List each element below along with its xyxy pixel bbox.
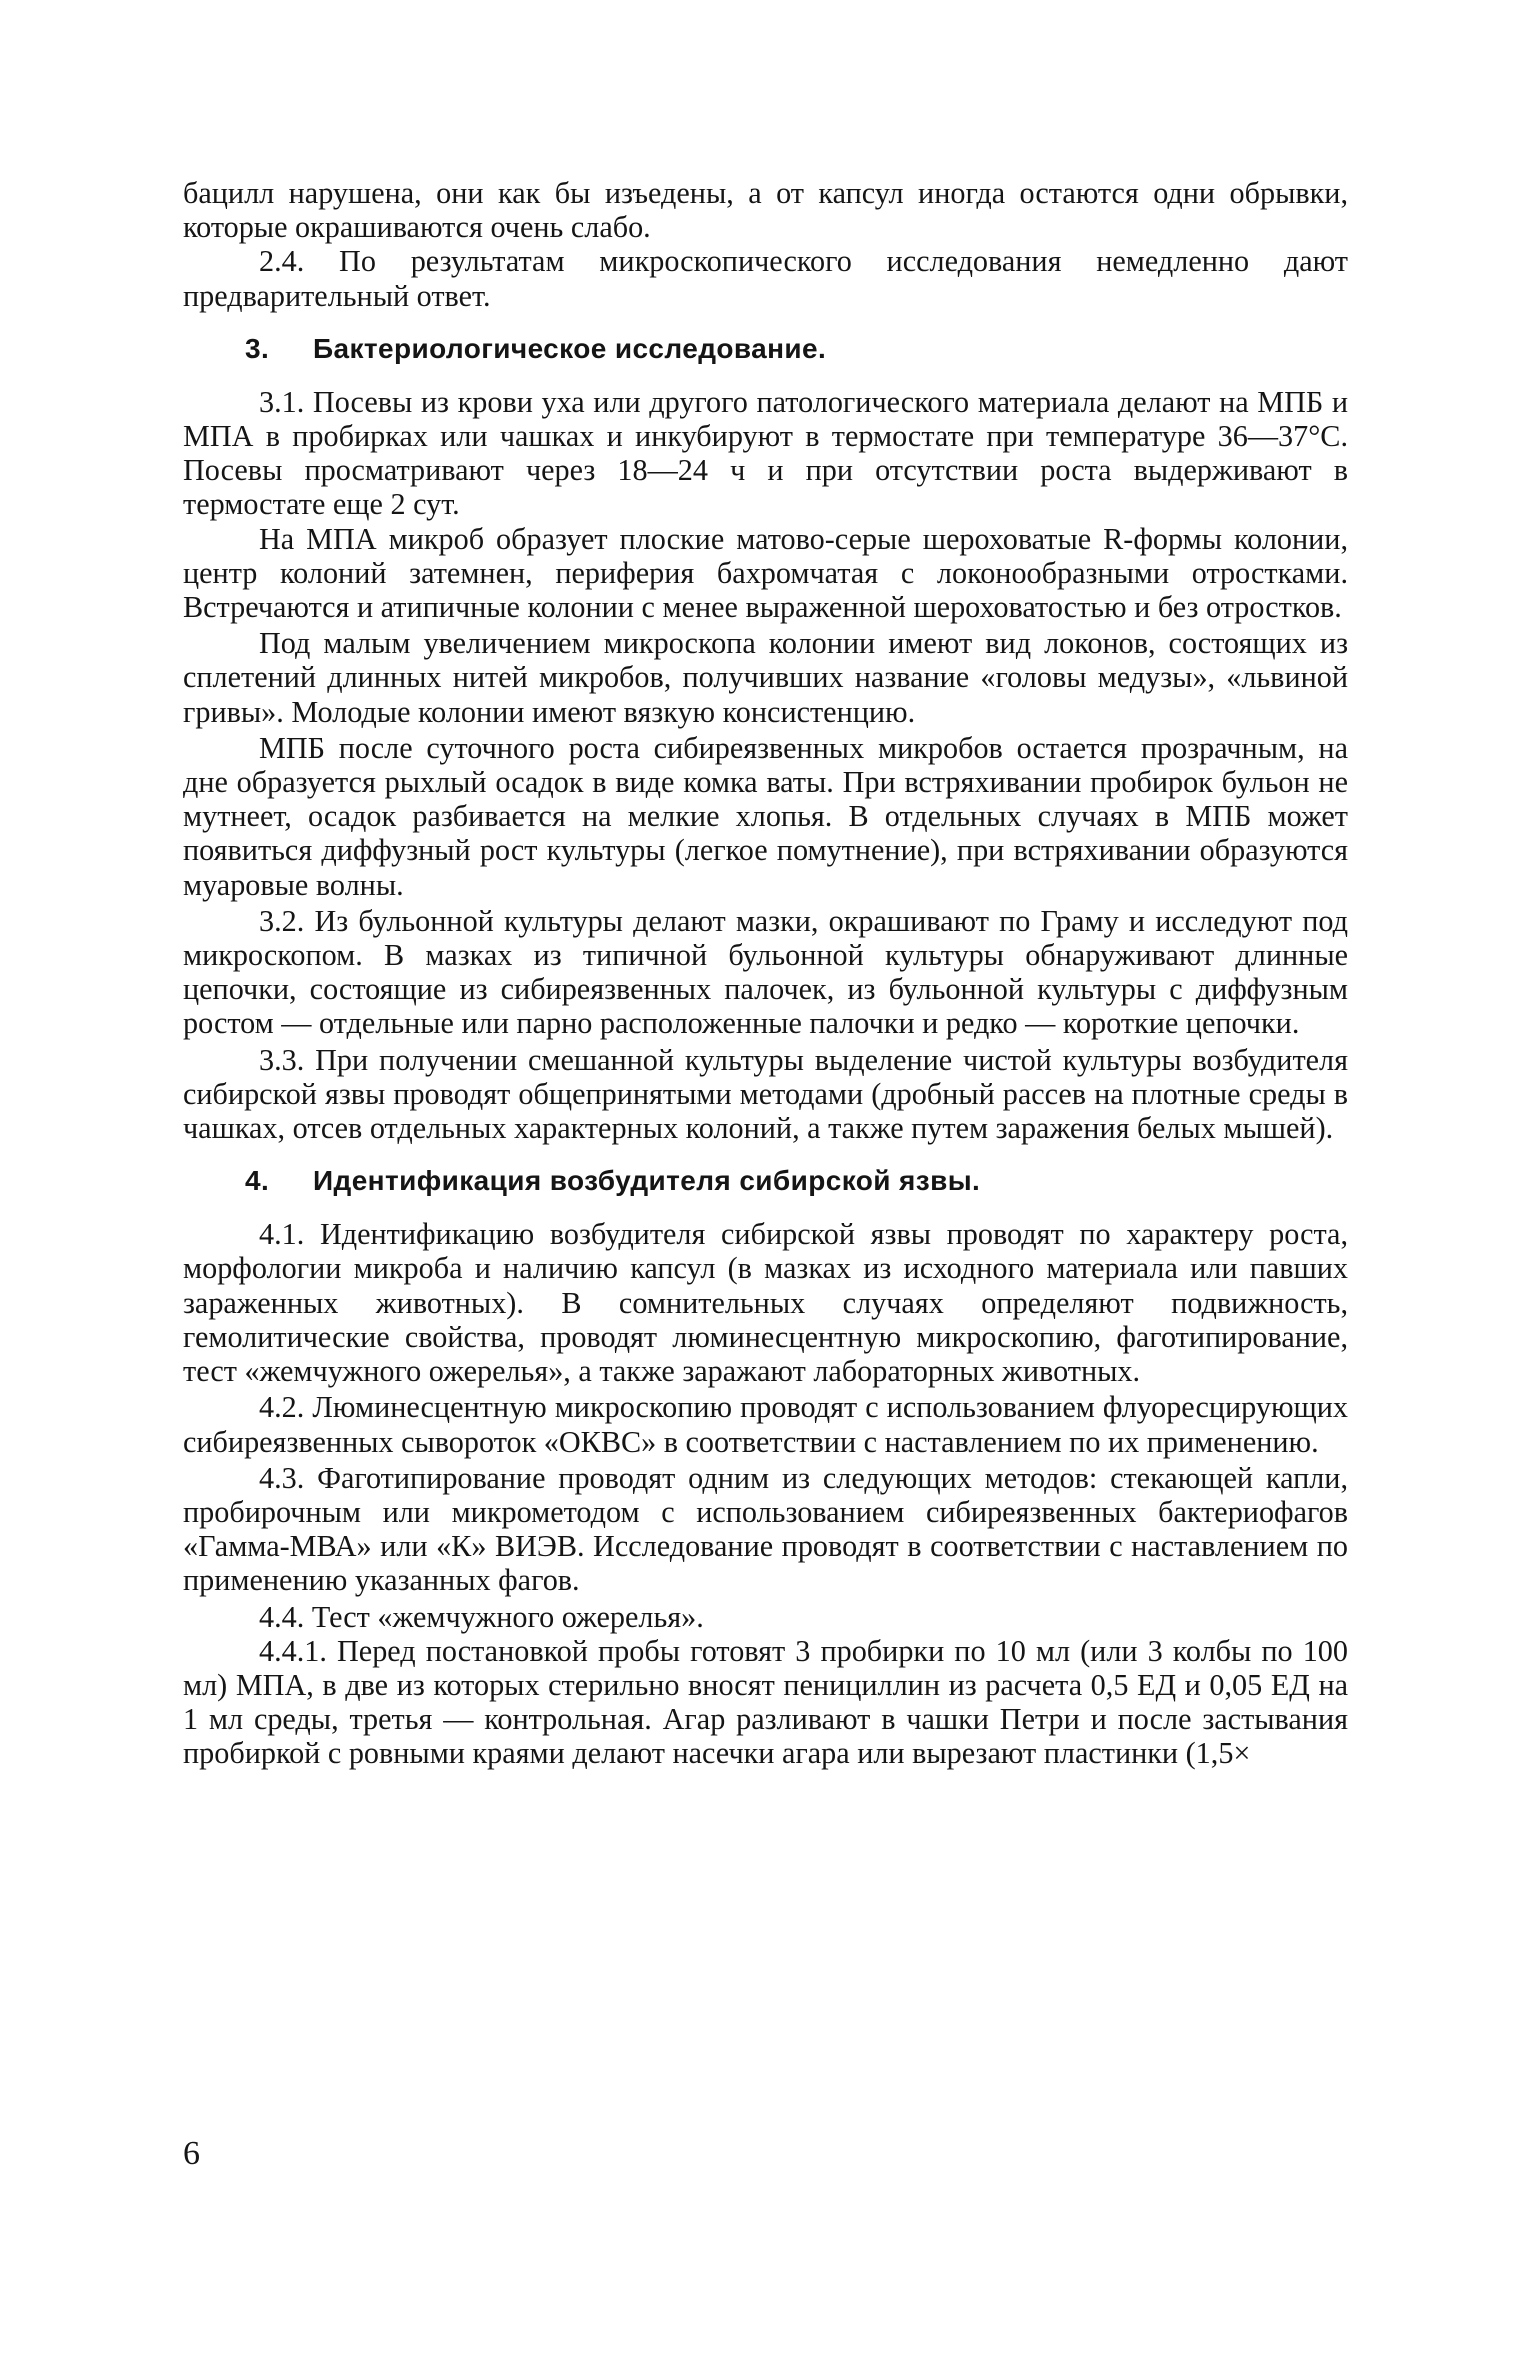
- paragraph-4-4: 4.4. Тест «жемчужного ожерелья».: [259, 1599, 704, 1634]
- paragraph-colonies-mpa: На МПА микроб образует плоские матово-серые шероховатые R-формы колонии, центр колоний затемнен, периферия бахромчатая с локонообразными отростками. Встречаются и атипичные колонии с менее выраженной шероховатостью и без отростков.: [183, 521, 1348, 625]
- paragraph-4-1: 4.1. Идентификацию возбудителя сибирской язвы проводят по характеру роста, морфологии микроба и наличию капсул (в мазках из исходного материала или павших зараженных животных). В сомнительных случаях определяют подвижность, гемолитические свойства, проводят люминесцентную микроскопию, фаготипирование, тест «жемчужного ожерелья», а также заражают лабораторных животных.: [183, 1217, 1348, 1389]
- paragraph-4-3: 4.3. Фаготипирование проводят одним из следующих методов: стекающей капли, пробирочным или микрометодом с использованием сибиреязвенных бактериофагов «Гамма-МВА» или «К» ВИЭВ. Исследование проводят в соответствии с наставлением по применению указанных фагов.: [183, 1460, 1348, 1598]
- section-title-3: Бактериологическое исследование.: [313, 332, 827, 364]
- section-heading-4: [183, 1164, 1348, 1198]
- paragraph-mpb-growth: МПБ после суточного роста сибиреязвенных микробов остается прозрачным, на дне образуется рыхлый осадок в виде комка ваты. При встряхивании пробирок бульон не мутнеет, осадок разбивается на мелкие хлопья. В отдельных случаях в МПБ может появиться диффузный рост культуры (легкое помутнение), при встряхивании образуются муаровые волны.: [183, 730, 1348, 902]
- paragraph-colonies-microscope: Под малым увеличением микроскопа колонии имеют вид локонов, состоящих из сплетений длинных нитей микробов, получивших название «головы медузы», «львиной гривы». Молодые колонии имеют вязкую консистенцию.: [183, 626, 1348, 729]
- body-text: [183, 176, 1348, 1771]
- page-number: 6: [183, 2135, 200, 2172]
- section-heading-3: [183, 332, 1348, 366]
- paragraph-3-3: 3.3. При получении смешанной культуры выделение чистой культуры возбудителя сибирской язвы проводят общепринятыми методами (дробный рассев на плотные среды в чашках, отсев отдельных характерных колоний, а также путем заражения белых мышей).: [183, 1042, 1348, 1146]
- paragraph-4-4-1: 4.4.1. Перед постановкой пробы готовят 3 пробирки по 10 мл (или 3 колбы по 100 мл) МПА, в две из которых стерильно вносят пенициллин из расчета 0,5 ЕД и 0,05 ЕД на 1 мл среды, третья — контрольная. Агар разливают в чашки Петри и после застывания пробиркой с ровными краями делают насечки агара или вырезают пластинки (1,5×: [183, 1633, 1348, 1771]
- paragraph-3-2: 3.2. Из бульонной культуры делают мазки, окрашивают по Граму и исследуют под микроскопом. В мазках из типичной бульонной культуры обнаруживают длинные цепочки, состоящие из сибиреязвенных палочек, из бульонной культуры с диффузным ростом — отдельные или парно расположенные палочки и редко — короткие цепочки.: [183, 903, 1348, 1041]
- paragraph-4-2: 4.2. Люминесцентную микроскопию проводят с использованием флуоресцирующих сибиреязвенных сывороток «ОКВС» в соответствии с наставлением по их применению.: [183, 1390, 1348, 1459]
- paragraph-continuation: бацилл нарушена, они как бы изъедены, а от капсул иногда остаются одни обрывки, которые окрашиваются очень слабо.: [183, 176, 1348, 245]
- section-number-3: 3.: [245, 332, 270, 364]
- paragraph-3-1: 3.1. Посевы из крови уха или другого патологического материала делают на МПБ и МПА в пробирках или чашках и инкубируют в термостате при температуре 36—37°С. Посевы просматривают через 18—24 ч и при отсутствии роста выдерживают в термостате еще 2 сут.: [183, 384, 1348, 522]
- paragraph-2-4: 2.4. По результатам микроскопического исследования немедленно дают предварительный ответ.: [183, 244, 1348, 313]
- section-number-4: 4.: [245, 1165, 270, 1197]
- section-title-4: Идентификация возбудителя сибирской язвы.: [313, 1165, 981, 1197]
